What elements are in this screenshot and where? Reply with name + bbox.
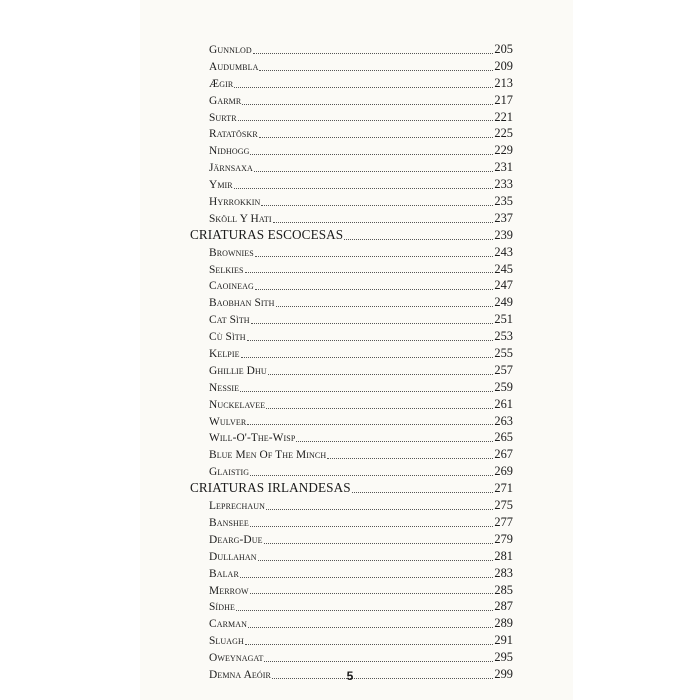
toc-entry: [190, 429, 513, 446]
dot-leader: [268, 373, 494, 375]
toc-entry: [190, 176, 513, 193]
toc-entry-title: CRIATURAS ESCOCESAS: [190, 226, 344, 242]
dot-leader: [266, 508, 493, 510]
toc-section: [190, 480, 513, 497]
toc-entry-title: Järnsaxa: [209, 162, 253, 175]
toc-entry: [190, 396, 513, 413]
dot-leader: [240, 390, 493, 392]
toc-entry: [190, 328, 513, 345]
dot-leader: [254, 170, 494, 172]
toc-entry-page: 285: [494, 582, 513, 597]
toc-entry-page: 217: [494, 92, 513, 107]
toc-entry-page: 259: [494, 379, 513, 394]
toc-entry-page: 287: [494, 599, 513, 614]
toc-entry-page: 277: [494, 514, 513, 529]
toc-entry-page: 271: [494, 481, 513, 496]
toc-entry: [190, 446, 513, 463]
toc-entry: [190, 345, 513, 362]
toc-entry: [190, 615, 513, 632]
toc-entry-page: 233: [494, 177, 513, 192]
toc-entry-title: Caoineag: [209, 280, 254, 293]
toc-entry-title: Nuckelavee: [209, 398, 266, 411]
toc-entry-title: Leprechaun: [209, 500, 265, 513]
toc-entry-title: Glaistig: [209, 466, 250, 479]
dot-leader: [276, 305, 494, 307]
toc-entry: [190, 565, 513, 582]
toc-entry: [190, 210, 513, 227]
toc-entry-page: 231: [494, 160, 513, 175]
dot-leader: [250, 474, 493, 476]
dot-leader: [251, 322, 494, 324]
toc-entry-page: 283: [494, 565, 513, 580]
toc-entry-page: 265: [494, 430, 513, 445]
dot-leader: [273, 221, 494, 223]
toc-entry-title: Demna Aeóir: [209, 668, 271, 681]
toc-entry-title: Merrow: [209, 584, 249, 597]
toc-entry: [190, 125, 513, 142]
dot-leader: [234, 86, 493, 88]
toc-entry-title: Will-O'-The-Wisp: [209, 432, 296, 445]
dot-leader: [240, 576, 494, 578]
toc-entry: [190, 548, 513, 565]
dot-leader: [327, 457, 493, 459]
toc-entry: [190, 463, 513, 480]
toc-entry-title: Ægir: [209, 77, 234, 90]
toc-entry-page: 275: [494, 498, 513, 513]
toc-entry-page: 239: [494, 227, 513, 242]
dot-leader: [236, 609, 493, 611]
toc-entry-title: Surtr: [209, 111, 237, 124]
toc-entry-title: Gunnlod: [209, 44, 252, 56]
dot-leader: [247, 423, 493, 425]
toc-entry-page: 247: [494, 278, 513, 293]
toc-entry-page: 221: [494, 109, 513, 124]
toc-entry-page: 295: [494, 650, 513, 665]
toc-entry-page: 245: [494, 261, 513, 276]
dot-leader: [352, 491, 494, 493]
dot-leader: [259, 136, 494, 138]
toc-entry-page: 281: [494, 548, 513, 563]
dot-leader: [264, 660, 493, 662]
toc-entry: [190, 92, 513, 109]
toc-entry: [190, 632, 513, 649]
dot-leader: [344, 238, 493, 240]
toc-entry: [190, 598, 513, 615]
toc-entry-title: Garmr: [209, 94, 242, 107]
toc-entry-page: 209: [494, 58, 513, 73]
toc-entry-page: 213: [494, 75, 513, 90]
toc-entry: [190, 142, 513, 159]
toc-entry-title: Baobhan Sith: [209, 297, 275, 310]
toc-entry-page: 267: [494, 447, 513, 462]
toc-entry-title: Banshee: [209, 516, 249, 529]
toc-entry-page: 291: [494, 633, 513, 648]
toc-entry-page: 251: [494, 312, 513, 327]
dot-leader: [245, 271, 494, 273]
toc-entry-page: 229: [494, 143, 513, 158]
toc-entry-page: 235: [494, 194, 513, 209]
toc-entry-title: Cù Sìth: [209, 331, 246, 344]
toc-entry: [190, 75, 513, 92]
toc-entry: [190, 514, 513, 531]
toc-entry-page: 279: [494, 531, 513, 546]
dot-leader: [258, 559, 494, 561]
toc-entry-title: Blue Men Of The Minch: [209, 449, 327, 462]
toc-entry-title: Balar: [209, 567, 239, 580]
toc-entry: [190, 277, 513, 294]
toc-entry-title: Kelpie: [209, 348, 240, 361]
toc-entry-title: Audumbla: [209, 60, 259, 73]
dot-leader: [241, 356, 494, 358]
dot-leader: [247, 339, 494, 341]
toc-entry-page: 255: [494, 346, 513, 361]
dot-leader: [238, 119, 494, 121]
toc-entry-page: 263: [494, 413, 513, 428]
toc-entry: [190, 159, 513, 176]
dot-leader: [250, 592, 494, 594]
toc-entry-title: Dullahan: [209, 550, 257, 563]
dot-leader: [248, 626, 493, 628]
toc-entry: [190, 244, 513, 261]
toc-entry-page: 289: [494, 616, 513, 631]
toc-entry: [190, 413, 513, 430]
dot-leader: [266, 407, 493, 409]
toc-entry: [190, 582, 513, 599]
toc-entry-title: Selkies: [209, 263, 244, 276]
dot-leader: [261, 204, 493, 206]
toc-entry: [190, 497, 513, 514]
toc-entry: [190, 379, 513, 396]
toc-entry-page: 261: [494, 396, 513, 411]
toc-entry-title: Ratatöskr: [209, 128, 258, 141]
toc-entry-page: 299: [494, 666, 513, 681]
dot-leader: [250, 153, 493, 155]
toc-section: [190, 227, 513, 244]
toc-entry: [190, 41, 513, 58]
table-of-contents: [190, 41, 513, 683]
toc-entry: [190, 531, 513, 548]
dot-leader: [255, 288, 494, 290]
toc-entry: [190, 294, 513, 311]
dot-leader: [234, 187, 494, 189]
dot-leader: [253, 52, 494, 54]
toc-entry: [190, 362, 513, 379]
toc-entry: [190, 109, 513, 126]
toc-entry-title: Cat Sìth: [209, 314, 250, 327]
toc-entry: [190, 311, 513, 328]
toc-entry-title: Brownies: [209, 246, 254, 259]
toc-entry-title: Sköll Y Hati: [209, 212, 272, 225]
toc-entry-title: Ghillie Dhu: [209, 364, 267, 377]
dot-leader: [255, 255, 494, 257]
toc-entry-title: Sluagh: [209, 635, 244, 648]
page-number: 5: [346, 669, 354, 683]
dot-leader: [250, 525, 494, 527]
toc-entry-page: 257: [494, 362, 513, 377]
toc-entry: [190, 58, 513, 75]
toc-entry: [190, 193, 513, 210]
toc-entry-title: CRIATURAS IRLANDESAS: [190, 480, 351, 496]
toc-entry-page: 225: [494, 126, 513, 141]
toc-entry-title: Wulver: [209, 415, 247, 428]
dot-leader: [245, 643, 493, 645]
toc-entry-title: Sídhe: [209, 601, 235, 614]
toc-entry-page: 269: [494, 464, 513, 479]
toc-entry-title: Hyrrokkin: [209, 196, 261, 209]
toc-entry-title: Oweynagat: [209, 652, 264, 665]
dot-leader: [259, 69, 493, 71]
toc-entry-page: 253: [494, 329, 513, 344]
dot-leader: [264, 542, 494, 544]
toc-entry-title: Nidhogg: [209, 145, 250, 158]
toc-entry-title: Nessie: [209, 381, 240, 394]
toc-entry-page: 205: [494, 42, 513, 56]
dot-leader: [242, 103, 493, 105]
toc-entry-page: 243: [494, 244, 513, 259]
toc-entry: [190, 649, 513, 666]
dot-leader: [296, 440, 493, 442]
toc-entry-title: Ymir: [209, 179, 233, 192]
toc-entry-page: 249: [494, 295, 513, 310]
toc-entry: [190, 261, 513, 278]
toc-entry-title: Dearg-Due: [209, 533, 263, 546]
toc-entry-page: 237: [494, 210, 513, 225]
toc-entry-title: Carman: [209, 618, 247, 631]
